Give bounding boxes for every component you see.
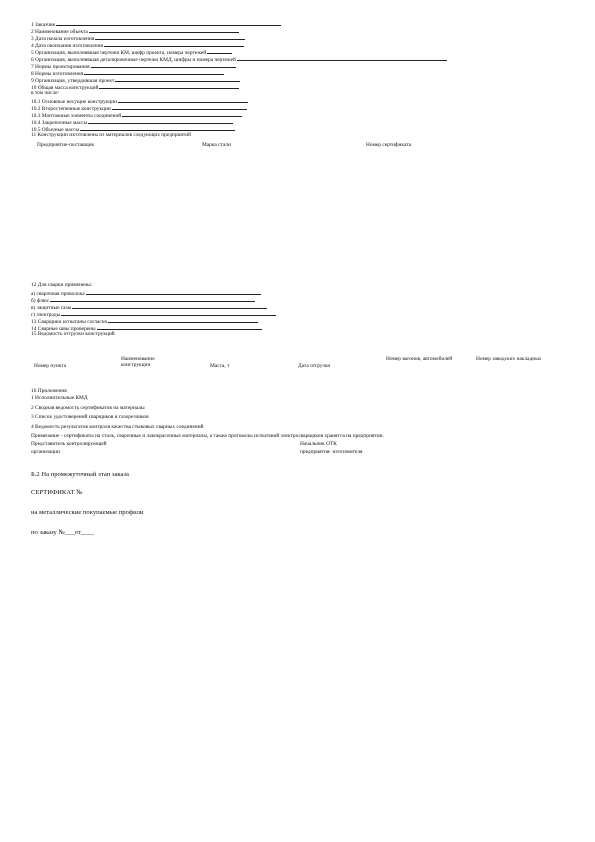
attachment-item: 1 Исполнительные КМД	[31, 395, 88, 401]
fill-line	[112, 104, 247, 110]
certificate-title: СЕРТИФИКАТ №	[31, 489, 83, 496]
fill-line	[108, 317, 258, 323]
field-line-welding-used	[31, 282, 92, 288]
attachment-item: 3 Список удостоверений сварщиков и газорезчиков	[31, 414, 149, 420]
signature-left-line1: Представитель контролирующей	[31, 441, 107, 447]
shipment-header-structure-name: Наименование конструкции	[121, 356, 155, 368]
field-label: 10.3 Монтажные элементы соединений	[31, 113, 122, 119]
fill-line	[89, 27, 239, 33]
field-label: 6 Организация, выполнявшая деталировочные чертежи КМД, шифры и номера чертежей	[31, 57, 236, 63]
field-label: 5 Организация, выполнявшая чертежи КМ, шифр проекта, номера чертежей	[31, 50, 207, 56]
field-label: в том числе:	[31, 90, 60, 96]
field-label: б) флюс	[31, 298, 50, 304]
shipment-header-item-number: Номер пункта	[34, 363, 67, 369]
fill-line	[50, 296, 255, 302]
fill-line	[115, 76, 240, 82]
shipment-header-shipment-date: Дата отгрузки	[298, 363, 331, 369]
field-label: г) электроды	[31, 312, 61, 318]
field-label: 14 Сварные швы проверены	[31, 326, 96, 332]
materials-header-steel-grade: Марка стали	[202, 142, 231, 148]
shipment-header-mass: Масса, т	[210, 363, 230, 369]
field-label: 10.5 Обычные массы	[31, 127, 80, 133]
field-label: 12 Для сварки применены:	[31, 282, 93, 288]
field-label: 13 Сварщики испытаны согласно	[31, 319, 108, 325]
fill-line	[72, 303, 267, 309]
fill-line	[99, 83, 239, 89]
field-label: 10.4 Закрепочные массы	[31, 120, 88, 126]
field-label: 10.1 Основные несущие конструкции	[31, 99, 117, 105]
field-label: 8 Нормы изготовления	[31, 71, 84, 77]
attachment-item: 2 Сводная ведомость сертификатов на материалы	[31, 405, 145, 411]
certificate-subject: на металлические покупаемые профили	[31, 509, 144, 516]
fill-line	[122, 111, 242, 117]
field-label: 1 Заказчик	[31, 22, 56, 28]
shipment-header-wagon-numbers: Номер вагонов, автомобилей	[386, 356, 453, 362]
field-label: 10.2 Второстепенные конструкции	[31, 106, 111, 112]
field-label: в) защитные газы	[31, 305, 72, 311]
signature-left-line2: организации	[31, 449, 60, 455]
fill-line	[237, 55, 447, 61]
fill-line	[80, 125, 235, 131]
field-line-including	[31, 90, 59, 96]
attachments-title: 16 Приложения	[31, 388, 67, 394]
field-line-shipment-statement	[31, 331, 115, 337]
field-label: 7 Нормы проектирования	[31, 64, 90, 70]
fill-line	[104, 41, 244, 47]
fill-line	[88, 118, 233, 124]
fill-line	[84, 69, 224, 75]
field-label: 11 Конструкции изготовлены из материалов следующих предприятий	[31, 132, 192, 138]
signature-right-line2: предприятия- изготовителя	[300, 449, 363, 455]
field-label: 4 Дата окончания изготовления	[31, 43, 103, 49]
storage-note: Примечание - сертификаты на сталь, сварочные и лакокрасочные материалы, а также протоколы испытаний электросварщиков хранятся на предприятии.	[31, 433, 384, 439]
fill-line	[86, 289, 261, 295]
fill-line	[97, 324, 262, 330]
section-b2-heading: Б.2 На промежуточный этап заказа	[31, 471, 129, 478]
certificate-order-line: по заказу №___от____	[31, 529, 94, 536]
field-label: 9 Организация, утвердившая проект	[31, 78, 115, 84]
fill-line	[91, 62, 236, 68]
fill-line	[207, 48, 232, 54]
shipment-header-invoice-numbers: Номер заводских накладных	[476, 356, 542, 362]
fill-line	[56, 20, 281, 26]
field-line-total-mass	[31, 83, 239, 91]
signature-right-line1: Начальник ОТК	[300, 441, 337, 447]
fill-line	[118, 97, 248, 103]
materials-header-certificate-number: Номер сертификата	[366, 142, 412, 148]
field-line-materials-suppliers	[31, 132, 191, 138]
attachment-item: 4 Ведомость результатов контроля качества стыковых сварных соединений	[31, 424, 204, 430]
field-label: 10 Общая масса конструкций	[31, 85, 99, 91]
field-label: а) сварочная проволока	[31, 291, 85, 297]
field-label: 15 Ведомость отгрузки конструкций	[31, 331, 115, 337]
field-label: 3 Дата начала изготовления	[31, 36, 95, 42]
field-label: 2 Наименование объекта	[31, 29, 88, 35]
materials-header-supplier: Предприятие-поставщик	[37, 142, 95, 148]
fill-line	[95, 34, 245, 40]
fill-line	[61, 310, 276, 316]
